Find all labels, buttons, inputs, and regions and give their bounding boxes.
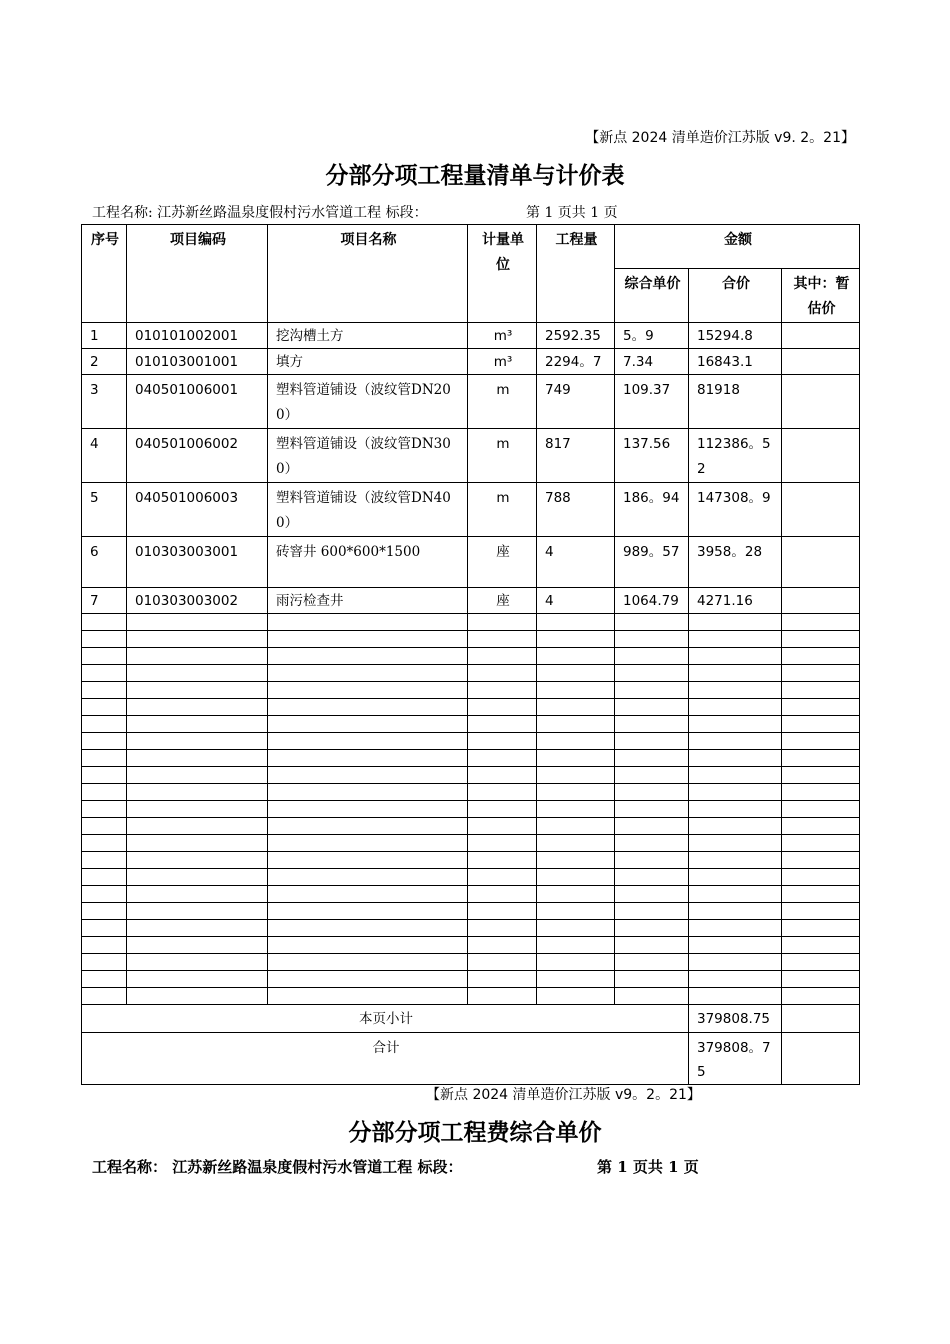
blank-cell — [468, 733, 537, 750]
cell-code: 040501006002 — [127, 429, 268, 483]
blank-cell — [689, 971, 782, 988]
blank-cell — [82, 954, 127, 971]
blank-cell — [268, 886, 468, 903]
blank-cell — [537, 971, 615, 988]
col-header-amount: 金额 — [615, 225, 860, 269]
blank-cell — [82, 835, 127, 852]
blank-cell — [782, 869, 860, 886]
blank-cell — [689, 988, 782, 1005]
blank-cell — [782, 835, 860, 852]
cell-code: 010303003001 — [127, 537, 268, 588]
blank-cell — [468, 852, 537, 869]
cell-qty: 788 — [537, 483, 615, 537]
blank-rows — [82, 614, 860, 1005]
table-row — [82, 323, 860, 349]
cell-name: 填方 — [268, 349, 468, 375]
blank-cell — [82, 971, 127, 988]
col-header-total: 合价 — [689, 269, 782, 323]
blank-cell — [537, 682, 615, 699]
blank-row — [82, 614, 860, 631]
blank-row — [82, 648, 860, 665]
blank-cell — [468, 971, 537, 988]
blank-cell — [127, 801, 268, 818]
blank-row — [82, 767, 860, 784]
blank-cell — [615, 954, 689, 971]
blank-cell — [468, 903, 537, 920]
blank-cell — [537, 614, 615, 631]
cell-unit-price: 989。57 — [615, 537, 689, 588]
page-info-2: 第 1 页共 1 页 — [597, 1158, 699, 1176]
cell-name: 塑料管道铺设（波纹管DN300） — [268, 429, 468, 483]
cell-unit: 座 — [468, 588, 537, 614]
blank-cell — [782, 682, 860, 699]
blank-cell — [468, 920, 537, 937]
blank-row — [82, 954, 860, 971]
blank-cell — [615, 767, 689, 784]
project-info-line — [92, 202, 618, 222]
blank-cell — [615, 784, 689, 801]
blank-cell — [537, 835, 615, 852]
blank-cell — [537, 920, 615, 937]
blank-cell — [468, 954, 537, 971]
blank-cell — [468, 801, 537, 818]
blank-cell — [537, 886, 615, 903]
cell-unit-price: 5。9 — [615, 323, 689, 349]
blank-cell — [468, 682, 537, 699]
page-title: 分部分项工程量清单与计价表 — [325, 162, 625, 189]
cell-total: 15294.8 — [689, 323, 782, 349]
cell-code: 010103001001 — [127, 349, 268, 375]
blank-cell — [82, 801, 127, 818]
project-info-line-2 — [92, 1156, 699, 1177]
blank-cell — [127, 954, 268, 971]
subtotal-value: 379808.75 — [689, 1005, 782, 1033]
blank-cell — [127, 869, 268, 886]
blank-cell — [127, 631, 268, 648]
blank-cell — [127, 988, 268, 1005]
blank-cell — [689, 954, 782, 971]
blank-cell — [689, 801, 782, 818]
cell-total: 112386。52 — [689, 429, 782, 483]
blank-cell — [615, 614, 689, 631]
blank-cell — [615, 903, 689, 920]
blank-cell — [689, 886, 782, 903]
blank-cell — [782, 767, 860, 784]
blank-cell — [268, 937, 468, 954]
blank-cell — [82, 665, 127, 682]
cell-provisional — [782, 483, 860, 537]
cell-provisional — [782, 323, 860, 349]
cell-name: 挖沟槽土方 — [268, 323, 468, 349]
blank-cell — [615, 665, 689, 682]
blank-cell — [537, 869, 615, 886]
project-name-label: 工程名称: 江苏新丝路温泉度假村污水管道工程 标段： — [92, 205, 428, 221]
software-version-note-2: 【新点 2024 清单造价江苏版 v9。2。21】 — [426, 1087, 701, 1103]
blank-cell — [127, 937, 268, 954]
blank-row — [82, 988, 860, 1005]
blank-cell — [82, 852, 127, 869]
blank-cell — [127, 971, 268, 988]
blank-cell — [468, 988, 537, 1005]
blank-cell — [268, 801, 468, 818]
cell-qty: 2592.35 — [537, 323, 615, 349]
cell-unit-price: 137.56 — [615, 429, 689, 483]
cell-name: 塑料管道铺设（波纹管DN200） — [268, 375, 468, 429]
software-version-note: 【新点 2024 清单造价江苏版 v9. 2。21】 — [585, 130, 855, 146]
blank-cell — [537, 750, 615, 767]
blank-cell — [127, 733, 268, 750]
blank-cell — [782, 886, 860, 903]
cell-unit-price: 7.34 — [615, 349, 689, 375]
blank-cell — [537, 648, 615, 665]
blank-row — [82, 886, 860, 903]
cell-unit-price: 109.37 — [615, 375, 689, 429]
blank-cell — [782, 903, 860, 920]
blank-cell — [689, 733, 782, 750]
project-name-label-2: 工程名称： 江苏新丝路温泉度假村污水管道工程 标段： — [92, 1158, 463, 1176]
blank-cell — [782, 631, 860, 648]
cell-unit: m³ — [468, 323, 537, 349]
blank-cell — [689, 937, 782, 954]
cell-provisional — [782, 375, 860, 429]
blank-cell — [537, 818, 615, 835]
blank-cell — [537, 699, 615, 716]
col-header-code: 项目编码 — [127, 225, 268, 323]
blank-cell — [82, 818, 127, 835]
blank-cell — [468, 818, 537, 835]
blank-cell — [268, 733, 468, 750]
bill-of-quantities-table — [81, 224, 860, 1085]
blank-cell — [689, 648, 782, 665]
blank-cell — [468, 784, 537, 801]
blank-cell — [127, 886, 268, 903]
blank-row — [82, 852, 860, 869]
blank-cell — [268, 665, 468, 682]
blank-cell — [782, 750, 860, 767]
blank-cell — [689, 903, 782, 920]
blank-cell — [82, 631, 127, 648]
blank-cell — [82, 733, 127, 750]
blank-cell — [82, 988, 127, 1005]
blank-cell — [689, 869, 782, 886]
blank-cell — [537, 988, 615, 1005]
cell-seq: 7 — [82, 588, 127, 614]
blank-cell — [268, 750, 468, 767]
table-row — [82, 588, 860, 614]
blank-cell — [537, 767, 615, 784]
blank-cell — [689, 835, 782, 852]
blank-cell — [468, 665, 537, 682]
blank-cell — [537, 784, 615, 801]
blank-cell — [127, 784, 268, 801]
cell-provisional — [782, 349, 860, 375]
blank-cell — [537, 852, 615, 869]
blank-cell — [127, 665, 268, 682]
blank-cell — [268, 784, 468, 801]
blank-cell — [268, 869, 468, 886]
cell-total: 3958。28 — [689, 537, 782, 588]
cell-unit-price: 1064.79 — [615, 588, 689, 614]
blank-cell — [268, 614, 468, 631]
blank-cell — [268, 971, 468, 988]
blank-cell — [268, 920, 468, 937]
blank-cell — [615, 631, 689, 648]
blank-cell — [268, 716, 468, 733]
blank-cell — [82, 614, 127, 631]
blank-cell — [82, 886, 127, 903]
cell-unit: m — [468, 483, 537, 537]
blank-cell — [782, 733, 860, 750]
blank-cell — [127, 648, 268, 665]
cell-unit: m — [468, 375, 537, 429]
blank-row — [82, 937, 860, 954]
blank-cell — [782, 937, 860, 954]
blank-row — [82, 665, 860, 682]
blank-cell — [615, 750, 689, 767]
blank-row — [82, 971, 860, 988]
blank-row — [82, 699, 860, 716]
blank-cell — [782, 699, 860, 716]
col-header-unit: 计量单位 — [468, 225, 537, 323]
cell-code: 040501006001 — [127, 375, 268, 429]
cell-unit: 座 — [468, 537, 537, 588]
blank-cell — [82, 767, 127, 784]
total-provisional — [782, 1033, 860, 1085]
cell-seq: 1 — [82, 323, 127, 349]
blank-cell — [127, 767, 268, 784]
cell-name: 雨污检查井 — [268, 588, 468, 614]
total-row — [82, 1033, 860, 1085]
blank-cell — [82, 648, 127, 665]
blank-cell — [615, 886, 689, 903]
col-header-unit-price: 综合单价 — [615, 269, 689, 323]
cell-unit-price: 186。94 — [615, 483, 689, 537]
blank-cell — [82, 716, 127, 733]
blank-row — [82, 682, 860, 699]
blank-cell — [127, 614, 268, 631]
blank-cell — [782, 954, 860, 971]
blank-cell — [689, 750, 782, 767]
blank-cell — [689, 699, 782, 716]
blank-cell — [82, 784, 127, 801]
subtotal-label: 本页小计 — [82, 1005, 689, 1033]
blank-cell — [782, 648, 860, 665]
blank-cell — [468, 835, 537, 852]
blank-cell — [615, 699, 689, 716]
blank-cell — [782, 818, 860, 835]
blank-cell — [268, 818, 468, 835]
col-header-name: 项目名称 — [268, 225, 468, 323]
col-header-provisional: 其中：暂估价 — [782, 269, 860, 323]
cell-qty: 4 — [537, 537, 615, 588]
cell-qty: 817 — [537, 429, 615, 483]
cell-total: 147308。9 — [689, 483, 782, 537]
blank-cell — [615, 971, 689, 988]
table-row — [82, 349, 860, 375]
blank-cell — [689, 784, 782, 801]
blank-cell — [537, 801, 615, 818]
blank-cell — [537, 903, 615, 920]
blank-cell — [268, 767, 468, 784]
cell-qty: 749 — [537, 375, 615, 429]
blank-cell — [127, 835, 268, 852]
blank-cell — [537, 631, 615, 648]
blank-cell — [689, 614, 782, 631]
blank-cell — [537, 665, 615, 682]
blank-cell — [82, 750, 127, 767]
cell-code: 010101002001 — [127, 323, 268, 349]
blank-cell — [468, 716, 537, 733]
blank-cell — [268, 699, 468, 716]
blank-cell — [689, 716, 782, 733]
blank-cell — [782, 614, 860, 631]
blank-cell — [689, 682, 782, 699]
cell-unit: m³ — [468, 349, 537, 375]
cell-seq: 3 — [82, 375, 127, 429]
blank-row — [82, 920, 860, 937]
blank-row — [82, 869, 860, 886]
blank-cell — [468, 886, 537, 903]
blank-row — [82, 835, 860, 852]
blank-row — [82, 903, 860, 920]
blank-row — [82, 801, 860, 818]
blank-cell — [689, 920, 782, 937]
cell-total: 16843.1 — [689, 349, 782, 375]
blank-cell — [268, 682, 468, 699]
subtotal-provisional — [782, 1005, 860, 1033]
blank-cell — [268, 852, 468, 869]
cell-seq: 2 — [82, 349, 127, 375]
blank-cell — [127, 699, 268, 716]
blank-row — [82, 733, 860, 750]
blank-cell — [615, 733, 689, 750]
blank-cell — [782, 988, 860, 1005]
blank-cell — [537, 733, 615, 750]
blank-cell — [537, 937, 615, 954]
table-row — [82, 537, 860, 588]
blank-cell — [468, 937, 537, 954]
cell-total: 81918 — [689, 375, 782, 429]
section-title: 分部分项工程费综合单价 — [348, 1119, 602, 1146]
cell-provisional — [782, 588, 860, 614]
cell-qty: 2294。7 — [537, 349, 615, 375]
blank-cell — [615, 818, 689, 835]
blank-cell — [127, 818, 268, 835]
blank-cell — [615, 835, 689, 852]
blank-row — [82, 784, 860, 801]
blank-cell — [537, 716, 615, 733]
blank-cell — [127, 716, 268, 733]
blank-cell — [689, 852, 782, 869]
blank-cell — [468, 648, 537, 665]
cell-name: 塑料管道铺设（波纹管DN400） — [268, 483, 468, 537]
cell-name: 砖窨井 600*600*1500 — [268, 537, 468, 588]
blank-cell — [468, 614, 537, 631]
blank-cell — [82, 869, 127, 886]
blank-cell — [82, 682, 127, 699]
blank-cell — [127, 682, 268, 699]
blank-cell — [615, 869, 689, 886]
blank-cell — [615, 801, 689, 818]
blank-cell — [468, 631, 537, 648]
blank-cell — [268, 954, 468, 971]
blank-cell — [468, 869, 537, 886]
blank-cell — [689, 631, 782, 648]
blank-cell — [782, 665, 860, 682]
blank-cell — [127, 903, 268, 920]
blank-cell — [268, 835, 468, 852]
col-header-qty: 工程量 — [537, 225, 615, 323]
cell-seq: 5 — [82, 483, 127, 537]
cell-seq: 4 — [82, 429, 127, 483]
blank-cell — [782, 784, 860, 801]
blank-cell — [268, 631, 468, 648]
blank-cell — [782, 920, 860, 937]
blank-cell — [268, 903, 468, 920]
total-label: 合计 — [82, 1033, 689, 1085]
table-row — [82, 375, 860, 429]
total-value: 379808。75 — [689, 1033, 782, 1085]
blank-cell — [782, 801, 860, 818]
cell-provisional — [782, 429, 860, 483]
blank-row — [82, 716, 860, 733]
blank-cell — [689, 818, 782, 835]
page-info: 第 1 页共 1 页 — [526, 205, 618, 221]
blank-cell — [127, 852, 268, 869]
blank-cell — [82, 920, 127, 937]
blank-cell — [615, 716, 689, 733]
cell-total: 4271.16 — [689, 588, 782, 614]
blank-row — [82, 631, 860, 648]
blank-cell — [615, 988, 689, 1005]
blank-row — [82, 818, 860, 835]
blank-cell — [268, 988, 468, 1005]
blank-cell — [468, 750, 537, 767]
blank-cell — [268, 648, 468, 665]
blank-row — [82, 750, 860, 767]
blank-cell — [468, 699, 537, 716]
table-row — [82, 429, 860, 483]
blank-cell — [689, 665, 782, 682]
table-row — [82, 483, 860, 537]
cell-provisional — [782, 537, 860, 588]
blank-cell — [615, 920, 689, 937]
blank-cell — [82, 937, 127, 954]
blank-cell — [537, 954, 615, 971]
blank-cell — [615, 852, 689, 869]
blank-cell — [615, 937, 689, 954]
blank-cell — [782, 971, 860, 988]
col-header-seq: 序号 — [82, 225, 127, 323]
cell-unit: m — [468, 429, 537, 483]
blank-cell — [468, 767, 537, 784]
blank-cell — [782, 852, 860, 869]
cell-code: 010303003002 — [127, 588, 268, 614]
blank-cell — [82, 699, 127, 716]
cell-qty: 4 — [537, 588, 615, 614]
blank-cell — [615, 682, 689, 699]
blank-cell — [689, 767, 782, 784]
cell-seq: 6 — [82, 537, 127, 588]
subtotal-row — [82, 1005, 860, 1033]
blank-cell — [615, 648, 689, 665]
blank-cell — [782, 716, 860, 733]
cell-code: 040501006003 — [127, 483, 268, 537]
blank-cell — [127, 920, 268, 937]
blank-cell — [82, 903, 127, 920]
blank-cell — [127, 750, 268, 767]
